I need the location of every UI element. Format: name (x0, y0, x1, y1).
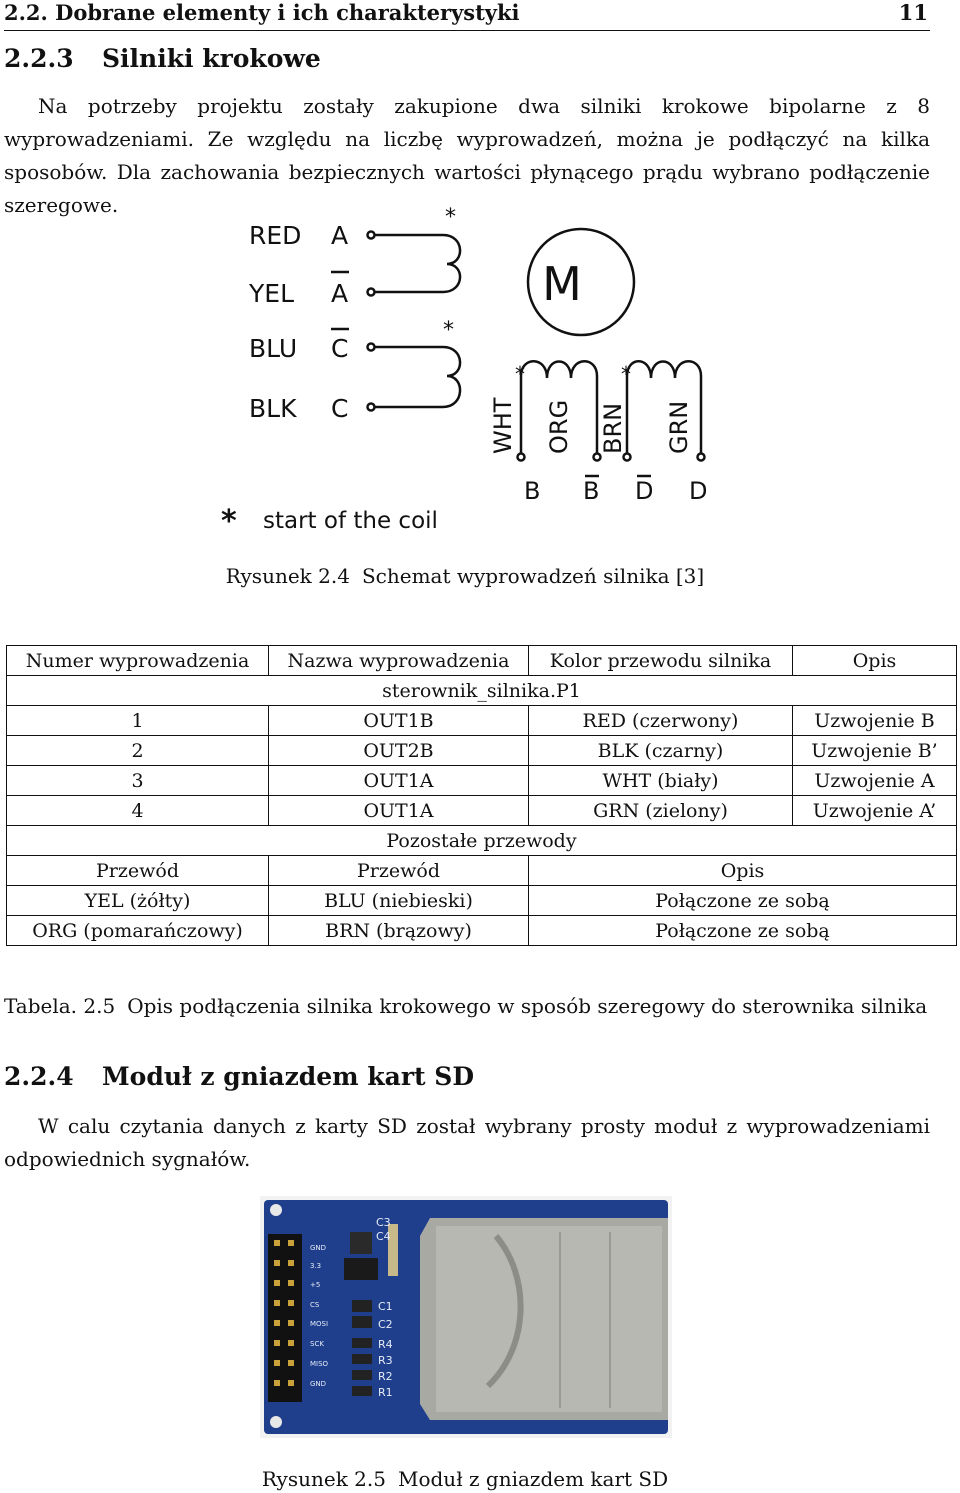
paragraph-sd: W calu czytania danych z karty SD został wybrany prosty moduł z wyprowadzeniami odpowiednich sygnałów. (4, 1114, 930, 1171)
table-section-row (7, 826, 957, 856)
wire-label-grn: GRN (665, 400, 693, 454)
header-rule (4, 30, 930, 31)
pin-label: GND (310, 1244, 327, 1252)
table-row: 2 OUT2B BLK (czarny) Uzwojenie B’ (7, 736, 957, 766)
part-label: C2 (378, 1318, 393, 1331)
table-subheader-row: Przewód Przewód Opis (7, 856, 957, 886)
wire-label-blu: BLU (249, 334, 298, 363)
wire-label-brn: BRN (599, 402, 627, 454)
table-section-title: sterownik_silnika.P1 (7, 676, 957, 706)
pin-label-a: A (331, 221, 349, 250)
pin-label: GND (310, 1380, 327, 1388)
pin-label: SCK (310, 1340, 324, 1348)
table-header: Nazwa wyprowadzenia (269, 646, 529, 676)
table-header-row (7, 646, 957, 676)
sd-card-module-photo (260, 1196, 672, 1438)
part-label: C1 (378, 1300, 393, 1313)
table-row: ORG (pomarańczowy) BRN (brązowy) Połączone ze sobą (7, 916, 957, 946)
page-number: 11 (898, 0, 928, 25)
part-label: R1 (378, 1386, 393, 1399)
pin-label: MOSI (310, 1320, 329, 1328)
motor-wiring-diagram (219, 206, 714, 536)
coil-start-star: * (445, 206, 456, 230)
table-row: YEL (żółty) BLU (niebieski) Połączone ze sobą (7, 886, 957, 916)
pin-label-c: C (331, 394, 349, 423)
coil-start-star: * (443, 318, 454, 343)
table-caption-2-5: Tabela. 2.5 Opis podłączenia silnika krokowego w sposób szeregowy do sterownika silnika (4, 994, 928, 1018)
section-number: 2.2.3 (4, 44, 74, 73)
wire-label-org: ORG (545, 399, 573, 454)
running-header (4, 0, 928, 26)
pin-label: +5 (310, 1281, 321, 1289)
table-header: Numer wyprowadzenia (7, 646, 269, 676)
section-heading-stepper (4, 44, 321, 73)
wire-label-wht: WHT (489, 397, 517, 454)
legend-text: start of the coil (263, 508, 438, 534)
section-number: 2.2.4 (4, 1062, 74, 1091)
running-header-title: 2.2. Dobrane elementy i ich charakterystyki (4, 0, 520, 25)
pin-label: MISO (310, 1360, 329, 1368)
figure-caption-2-5: Rysunek 2.5 Moduł z gniazdem kart SD (261, 1467, 669, 1491)
coil-start-star: * (515, 362, 525, 386)
paragraph-stepper: Na potrzeby projektu zostały zakupione dwa silniki krokowe bipolarne z 8 wyprowadzeniami. Ze względu na liczbę wyprowadzeń, można je podłączyć na kilka sposobów. Dla zachowania bezpiecznych wartości płynącego prądu wybrano podłączenie szeregowe. (4, 94, 930, 217)
motor-symbol: M (542, 257, 582, 311)
part-label: R2 (378, 1370, 393, 1383)
section-title: Moduł z gniazdem kart SD (102, 1062, 474, 1091)
part-label: R3 (378, 1354, 393, 1367)
wire-label-red: RED (249, 221, 302, 250)
pin-label-d-bar: D (635, 477, 654, 505)
pin-header (268, 1234, 302, 1402)
section-title: Silniki krokowe (102, 44, 321, 73)
pin-label: CS (310, 1301, 320, 1309)
table-header: Kolor przewodu silnika (529, 646, 793, 676)
section-heading-sd (4, 1062, 474, 1091)
pin-label-d: D (689, 477, 708, 505)
wire-label-blk: BLK (249, 394, 297, 423)
part-label: C3 (376, 1216, 391, 1229)
table-row: 1 OUT1B RED (czerwony) Uzwojenie B (7, 706, 957, 736)
wire-label-yel: YEL (249, 279, 294, 308)
pin-label: 3.3 (310, 1262, 322, 1270)
part-label: R4 (378, 1338, 393, 1351)
pin-label-a-bar: A (331, 279, 349, 308)
figure-caption-2-4: Rysunek 2.4 Schemat wyprowadzeń silnika [3] (225, 564, 705, 588)
table-section-title: Pozostałe przewody (7, 826, 957, 856)
table-row: 3 OUT1A WHT (biały) Uzwojenie A (7, 766, 957, 796)
pin-label-b-bar: B (583, 477, 600, 505)
pin-label-b: B (524, 477, 541, 505)
table-row: 4 OUT1A GRN (zielony) Uzwojenie A’ (7, 796, 957, 826)
wiring-table (6, 645, 957, 946)
pin-label-c-bar: C (331, 334, 349, 363)
table-section-row (7, 676, 957, 706)
table-header: Opis (793, 646, 957, 676)
part-label: C4 (376, 1230, 391, 1243)
legend-star: * (221, 504, 237, 536)
coil-start-star: * (621, 362, 631, 386)
